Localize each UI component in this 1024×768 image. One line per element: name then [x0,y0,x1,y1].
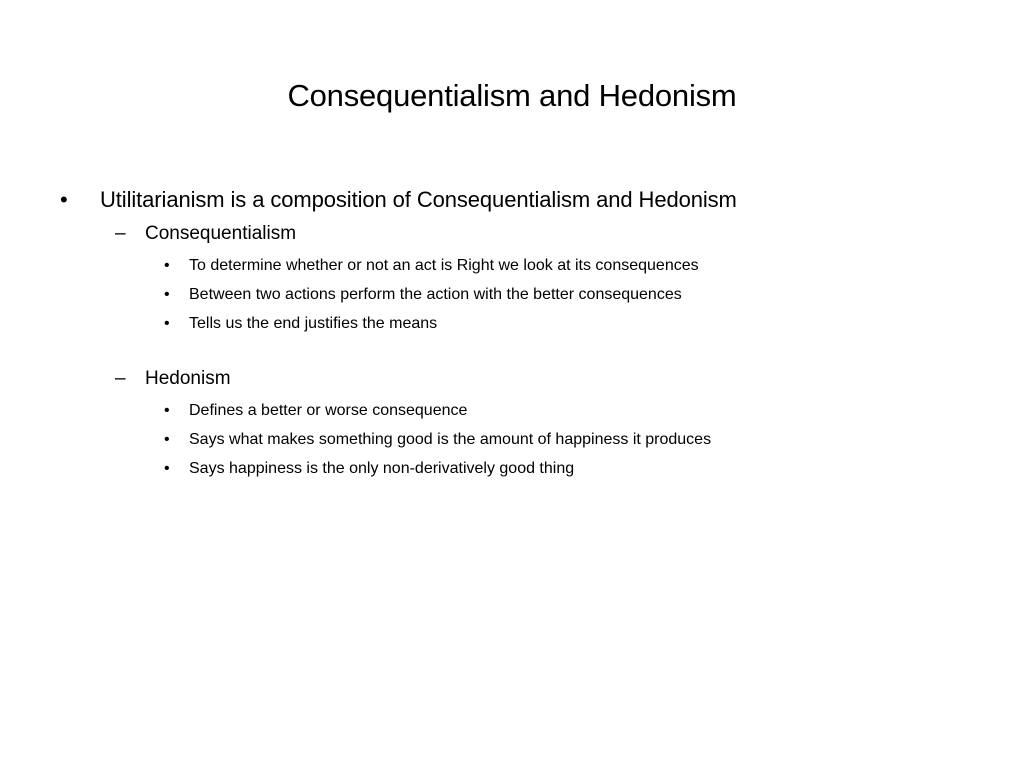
point-item [60,313,980,335]
point-text: Between two actions perform the action with the better consequences [189,286,682,303]
bullet-text: Utilitarianism is a composition of Consequentialism and Hedonism [100,187,737,212]
bullet-marker: • [60,187,68,212]
point-item [60,429,980,451]
sub-item-hedonism [60,365,980,393]
bullet-marker: • [164,402,170,419]
bullet-item-main [60,184,980,216]
point-item [60,400,980,422]
sub-item-text: Hedonism [145,368,231,389]
bullet-marker: • [164,286,170,303]
dash-marker: – [115,368,126,389]
sub-item-text: Consequentialism [145,223,297,244]
point-text: To determine whether or not an act is Right we look at its consequences [189,257,699,274]
point-item [60,284,980,306]
point-text: Defines a better or worse consequence [189,402,468,419]
point-text: Tells us the end justifies the means [189,315,438,332]
sub-item-consequentialism [60,220,980,248]
point-text: Says what makes something good is the amount of happiness it produces [189,431,712,448]
spacer [60,335,980,361]
bullet-marker: • [164,315,170,332]
point-text: Says happiness is the only non-derivatively good thing [189,460,575,477]
point-item [60,458,980,480]
slide-title: Consequentialism and Hedonism [287,78,737,113]
dash-marker: – [115,223,126,244]
point-item [60,255,980,277]
bullet-list [60,184,980,480]
bullet-marker: • [164,257,170,274]
bullet-marker: • [164,460,170,477]
bullet-marker: • [164,431,170,448]
